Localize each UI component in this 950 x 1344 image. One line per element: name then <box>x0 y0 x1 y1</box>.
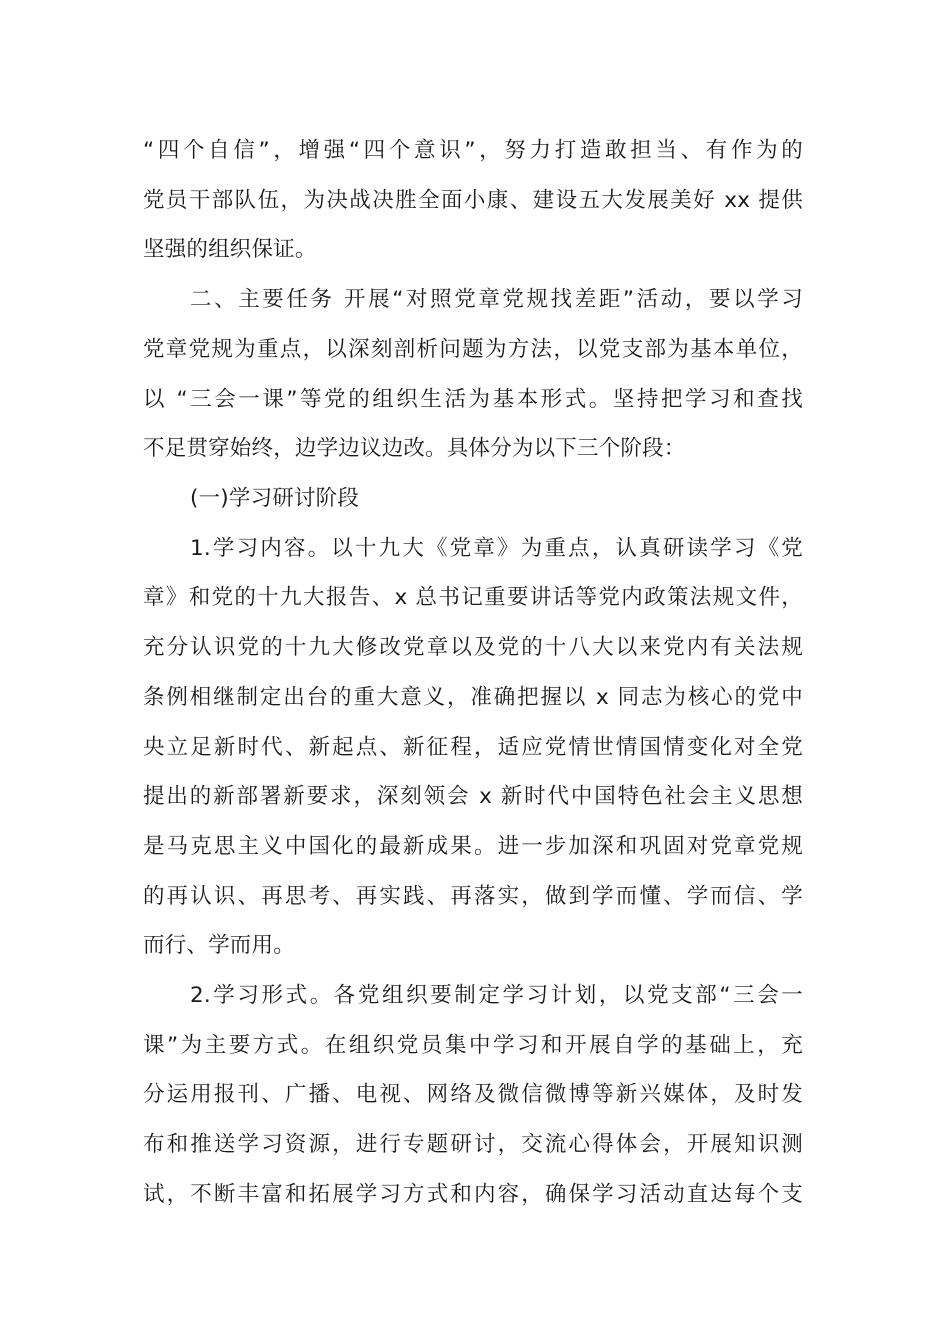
text-line: 的再认识、再思考、再实践、再落实，做到学而懂、学而信、学 <box>143 884 803 909</box>
text-line: 央立足新时代、新起点、新征程，适应党情世情国情变化对全党 <box>143 735 803 760</box>
text-line: 党员干部队伍，为决战决胜全面小康、建设五大发展美好 xx 提供 <box>143 188 803 213</box>
text-line: “四个自信”，增强“四个意识”，努力打造敢担当、有作为的 <box>143 138 803 163</box>
text-line: 充分认识党的十九大修改党章以及党的十八大以来党内有关法规 <box>143 635 803 660</box>
text-line: 1.学习内容。以十九大《党章》为重点，认真研读学习《党 <box>190 536 803 561</box>
text-line: 坚强的组织保证。 <box>143 237 317 262</box>
text-line: 提出的新部署新要求，深刻领会 x 新时代中国特色社会主义思想 <box>143 784 803 809</box>
text-line: 试，不断丰富和拓展学习方式和内容，确保学习活动直达每个支 <box>143 1182 803 1207</box>
text-line: 以 “三会一课”等党的组织生活为基本形式。坚持把学习和查找 <box>143 387 803 412</box>
text-line: 不足贯穿始终，边学边议边改。具体分为以下三个阶段： <box>143 436 686 461</box>
text-line: 条例相继制定出台的重大意义，准确把握以 x 同志为核心的党中 <box>143 685 803 710</box>
text-line: 分运用报刊、广播、电视、网络及微信微博等新兴媒体，及时发 <box>143 1082 803 1107</box>
section-heading-line: 二、主要任务 开展“对照党章党规找差距”活动，要以学习 <box>190 287 803 312</box>
text-line: 章》和党的十九大报告、x 总书记重要讲话等党内政策法规文件， <box>143 585 803 610</box>
text-line: 布和推送学习资源，进行专题研讨，交流心得体会，开展知识测 <box>143 1132 803 1157</box>
text-line: 党章党规为重点，以深刻剖析问题为方法，以党支部为基本单位， <box>143 337 803 362</box>
text-line: 课”为主要方式。在组织党员集中学习和开展自学的基础上，充 <box>143 1033 803 1058</box>
text-line: 2.学习形式。各党组织要制定学习计划，以党支部“三会一 <box>190 983 803 1008</box>
subsection-heading: (一)学习研讨阶段 <box>190 486 360 511</box>
text-line: 而行、学而用。 <box>143 933 295 958</box>
text-line: 是马克思主义中国化的最新成果。进一步加深和巩固对党章党规 <box>143 834 803 859</box>
